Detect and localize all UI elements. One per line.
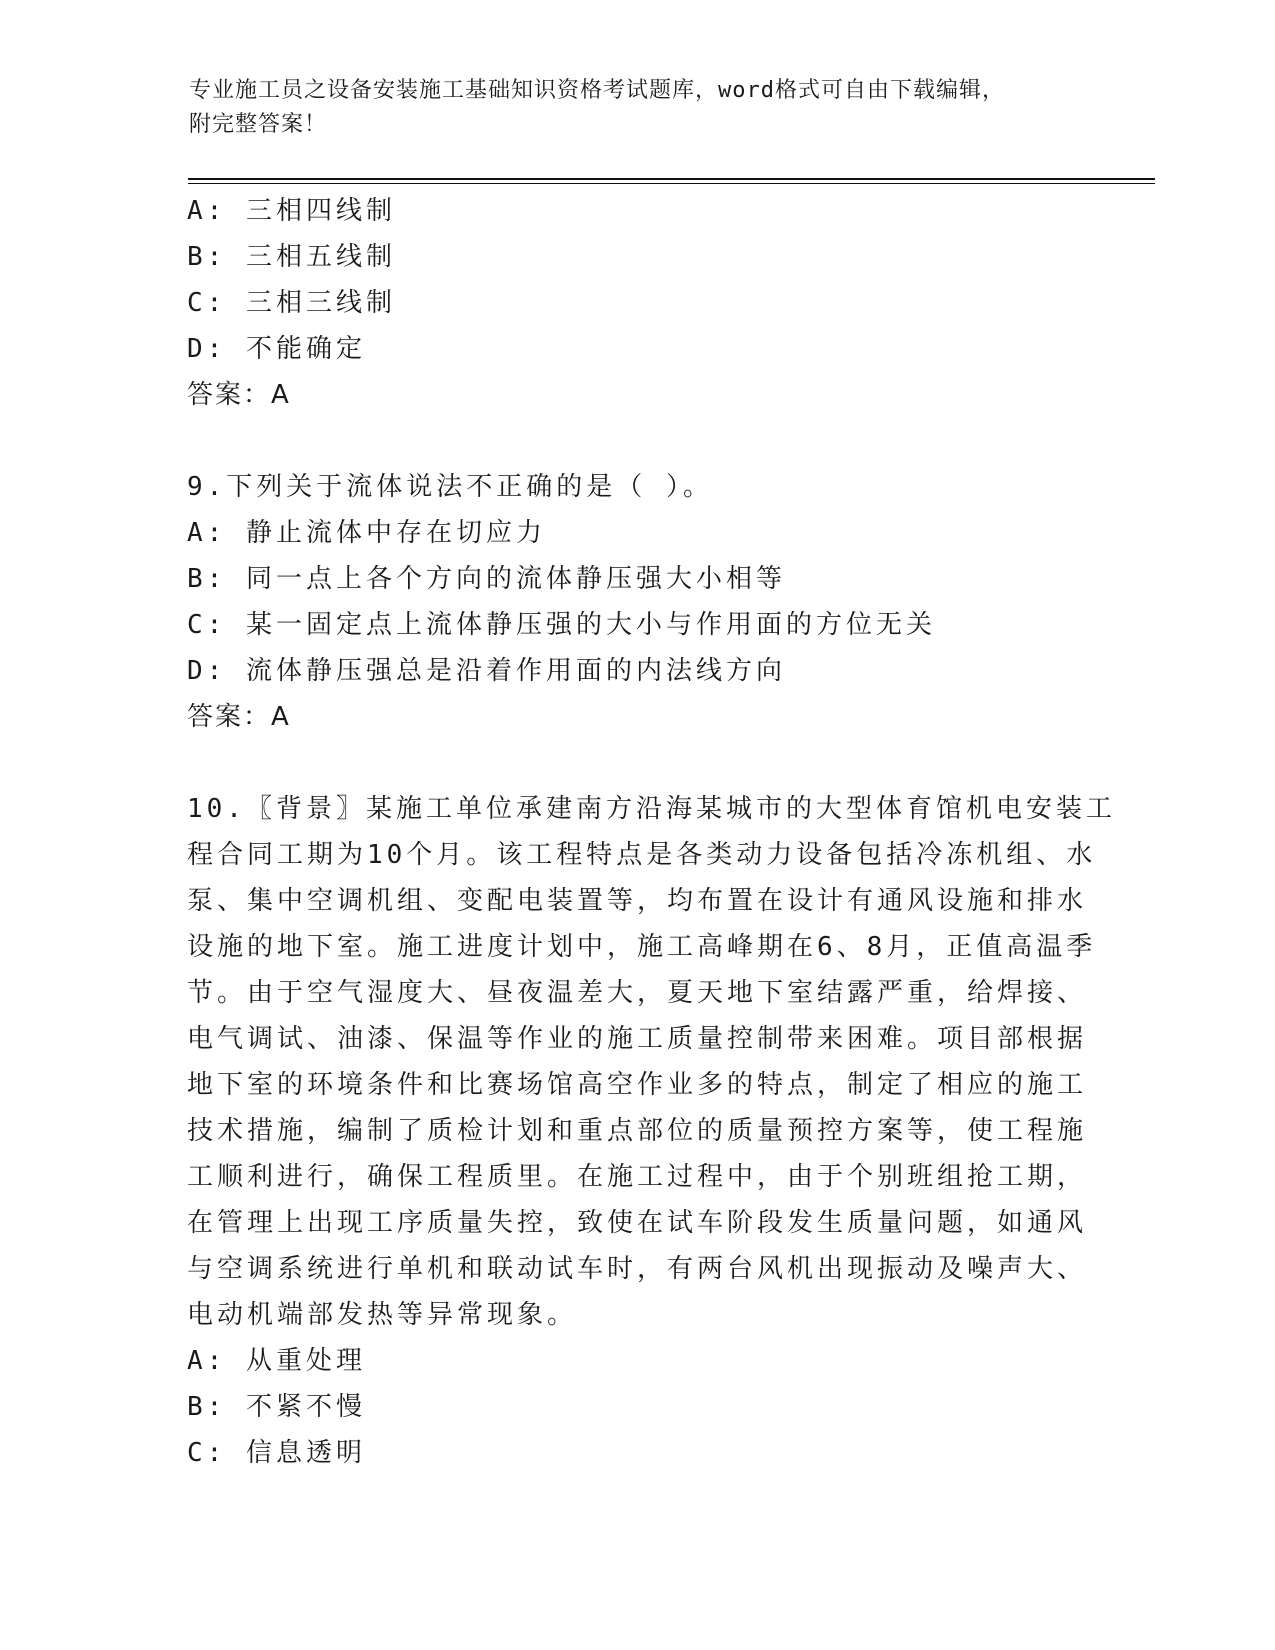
option-d: D: 流体静压强总是沿着作用面的内法线方向 (187, 656, 786, 686)
question-10-line: 10.〖背景〗某施工单位承建南方沿海某城市的大型体育馆机电安装工 (187, 794, 1116, 824)
question-10-line: 技术措施，编制了质检计划和重点部位的质量预控方案等，使工程施 (187, 1116, 1088, 1146)
question-10-line: 地下室的环境条件和比赛场馆高空作业多的特点，制定了相应的施工 (187, 1070, 1088, 1100)
question-10-line: 设施的地下室。施工进度计划中，施工高峰期在6、8月，正值高温季 (187, 932, 1097, 962)
header-line-2: 附完整答案！ (189, 112, 328, 137)
question-10-line: 电动机端部发热等异常现象。 (187, 1300, 578, 1330)
question-10-line: 工顺利进行，确保工程质里。在施工过程中，由于个别班组抢工期， (187, 1162, 1088, 1192)
question-8-options (187, 188, 1087, 372)
document-header (189, 74, 1069, 142)
question-9-options (187, 510, 1087, 694)
header-rule-thick (188, 178, 1155, 180)
option-b: B: 不紧不慢 (187, 1392, 366, 1422)
option-a: A: 三相四线制 (187, 196, 396, 226)
spacer (187, 418, 1087, 464)
question-10-line: 在管理上出现工序质量失控，致使在试车阶段发生质量问题，如通风 (187, 1208, 1088, 1238)
option-d: D: 不能确定 (187, 334, 366, 364)
header-line-1: 专业施工员之设备安装施工基础知识资格考试题库，word格式可自由下载编辑， (189, 78, 1005, 103)
option-b: B: 三相五线制 (187, 242, 396, 272)
question-10-text (187, 786, 1116, 1338)
question-9-text: 9.下列关于流体说法不正确的是（ ）。 (187, 472, 713, 502)
question-10-line: 程合同工期为10个月。该工程特点是各类动力设备包括冷冻机组、水 (187, 840, 1097, 870)
option-c: C: 信息透明 (187, 1438, 366, 1468)
question-10-line: 电气调试、油漆、保温等作业的施工质量控制带来困难。项目部根据 (187, 1024, 1088, 1054)
option-b: B: 同一点上各个方向的流体静压强大小相等 (187, 564, 786, 594)
option-c: C: 某一固定点上流体静压强的大小与作用面的方位无关 (187, 610, 936, 640)
question-10-options (187, 1338, 1087, 1476)
question-10-line: 泵、集中空调机组、变配电装置等，均布置在设计有通风设施和排水 (187, 886, 1088, 916)
question-9-answer: 答案：A (187, 702, 291, 732)
question-10-line: 与空调系统进行单机和联动试车时，有两台风机出现振动及噪声大、 (187, 1254, 1088, 1284)
option-a: A: 静止流体中存在切应力 (187, 518, 546, 548)
question-8-answer: 答案：A (187, 380, 291, 410)
spacer (187, 740, 1087, 786)
question-content (187, 188, 1116, 1476)
option-c: C: 三相三线制 (187, 288, 396, 318)
header-rule-thin (188, 183, 1155, 184)
option-a: A: 从重处理 (187, 1346, 366, 1376)
question-10-line: 节。由于空气湿度大、昼夜温差大，夏天地下室结露严重，给焊接、 (187, 978, 1088, 1008)
